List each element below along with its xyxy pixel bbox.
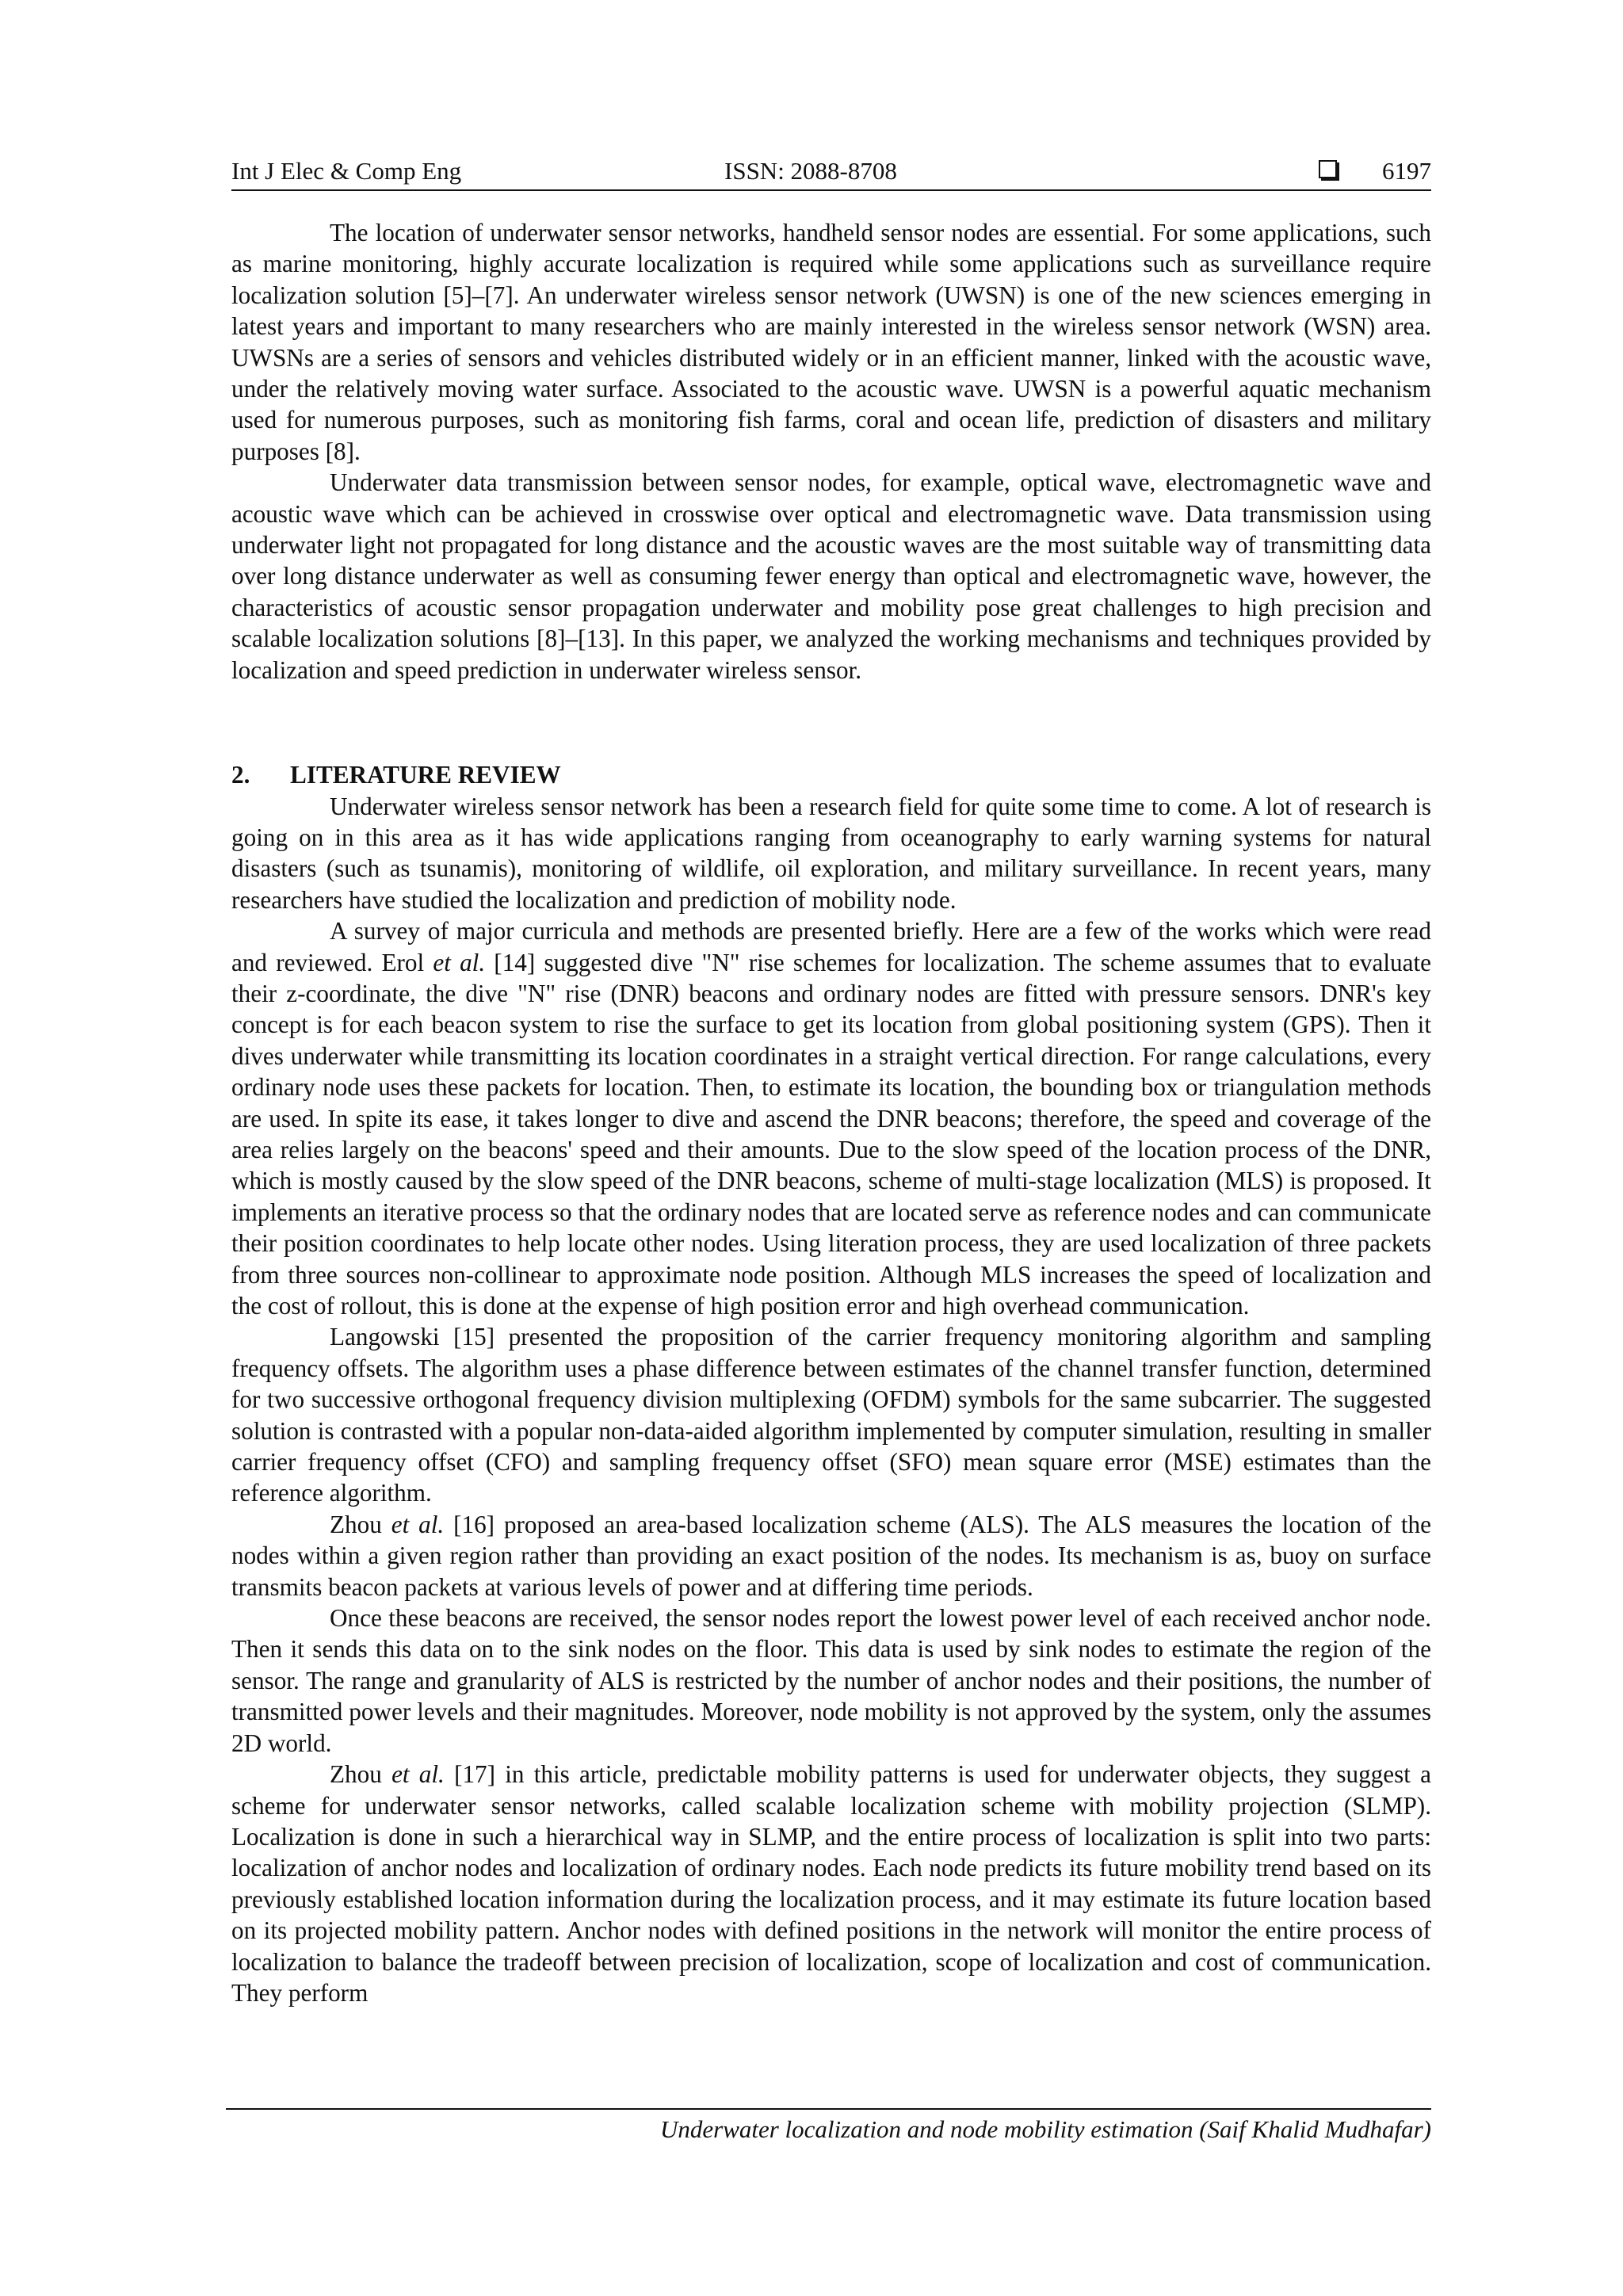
paragraph-review-3: Langowski [15] presented the proposition of the carrier frequency monitoring algorithm and sampling frequency offsets. The algorithm uses a phase difference between estimates of the channel transfer function, determined for two successive orthogonal frequency division multiplexing (OFDM) symbols for the same subcarrier. The suggested solution is contrasted with a popular non-data-aided algorithm implemented by computer simulation, resulting in smaller carrier frequency offset (CFO) and sampling frequency offset (SFO) mean square error (MSE) estimates than the reference algorithm. [231,1323,1431,1507]
page-header [231,155,1431,190]
et-al-italic: et al. [391,1510,445,1538]
main-text [231,217,1431,2008]
paragraph-review-1: Underwater wireless sensor network has been a research field for quite some time to come. A lot of research is going on in this area as it has wide applications ranging from oceanography to early warning systems for natural disasters (such as tsunamis), monitoring of wildlife, oil exploration, and military surveillance. In recent years, many researchers have studied the localization and prediction of mobility node. [231,792,1431,914]
et-al-italic: et al. [391,1760,445,1789]
section-number: 2. [231,761,250,789]
text-run: [17] in this article, predictable mobility patterns is used for underwater objects, they suggest a scheme for underwater sensor networks, called scalable localization scheme with mobility projection (SLMP). Localization is done in such a hierarchical way in SLMP, and the entire process of localization is split into two parts: localization of anchor nodes and localization of ordinary nodes. Each node predicts its future mobility trend based on its previously established location information during the localization process, and it may estimate its future location based on its projected mobility pattern. Anchor nodes with defined positions in the network will monitor the entire process of localization to balance the tradeoff between precision of localization, scope of localization and cost of communication. They perform [231,1760,1431,2007]
header-divider [231,189,1431,191]
paragraph-review-5: Once these beacons are received, the sensor nodes report the lowest power level of each received anchor node. Then it sends this data on to the sink nodes on the floor. This data is used by sink nodes to estimate the region of the sensor. The range and granularity of ALS is restricted by the number of anchor nodes and their positions, the number of transmitted power levels and their magnitudes. Moreover, node mobility is not approved by the system, only the assumes 2D world. [231,1604,1431,1757]
text-run: [16] proposed an area-based localization scheme (ALS). The ALS measures the location of the nodes within a given region rather than providing an exact position of the nodes. Its mechanism is as, buoy on surface transmits beacon packets at various levels of power and at differing time periods. [231,1510,1431,1601]
paragraph-review-4 [231,1509,1431,1603]
paragraph-review-6 [231,1759,1431,2008]
text-run: Zhou [330,1760,392,1789]
running-footer: Underwater localization and node mobility estimation (Saif Khalid Mudhafar) [659,2115,1431,2143]
text-run: [14] suggested dive "N" rise schemes for localization. The scheme assumes that to evaluate their z-coordinate, the dive "N" rise (DNR) beacons and ordinary nodes are fitted with pressure sensors. DNR's key concept is for each beacon system to rise the surface to get its location from global positioning system (GPS). Then it dives underwater while transmitting its location coordinates in a straight vertical direction. For range calculations, every ordinary node uses these packets for location. Then, to estimate its location, the bounding box or triangulation methods are used. In spite its ease, it takes longer to dive and ascend the DNR beacons; therefore, the speed and coverage of the area relies largely on the beacons' speed and their amounts. Due to the slow speed of the location process of the DNR, which is mostly caused by the slow speed of the DNR beacons, scheme of multi-stage localization (MLS) is proposed. It implements an iterative process so that the ordinary nodes that are located serve as reference nodes and can communicate their position coordinates to help locate other nodes. Using literation process, they are used localization of three packets from three sources non-collinear to approximate node position. Although MLS increases the speed of localization and the cost of rollout, this is done at the expense of high position error and high overhead communication. [231,948,1431,1320]
text-run: Zhou [330,1510,391,1538]
paragraph-intro-2: Underwater data transmission between sensor nodes, for example, optical wave, electromagnetic wave and acoustic wave which can be achieved in crosswise over optical and electromagnetic wave. Data transmission using underwater light not propagated for long distance and the acoustic waves are the most suitable way of transmitting data over long distance underwater as well as consuming fewer energy than optical and electromagnetic wave, however, the characteristics of acoustic sensor propagation underwater and mobility pose great challenges to high precision and scalable localization solutions [8]–[13]. In this paper, we analyzed the working mechanisms and techniques provided by localization and speed prediction in underwater wireless sensor. [231,468,1431,684]
section-heading [231,759,1431,790]
section-title: LITERATURE REVIEW [290,761,561,789]
journal-name: Int J Elec & Comp Eng [231,157,462,185]
et-al-italic: et al. [433,948,486,976]
page-number: 6197 [1382,157,1431,185]
paragraph-intro-1: The location of underwater sensor networks, handheld sensor nodes are essential. For some applications, such as marine monitoring, highly accurate localization is required while some applications such as surveillance require localization solution [5]–[7]. An underwater wireless sensor network (UWSN) is one of the new sciences emerging in latest years and important to many researchers who are mainly interested in the wireless sensor network (WSN) area. UWSNs are a series of sensors and vehicles distributed widely or in an efficient manner, linked with the acoustic wave, under the relatively moving water surface. Associated to the acoustic wave. UWSN is a powerful aquatic mechanism used for numerous purposes, such as monitoring fish farms, coral and ocean life, prediction of disasters and military purposes [8]. [231,219,1431,465]
issn-label: ISSN: 2088-8708 [724,157,897,185]
text-run: A survey of major curricula and methods are presented briefly. Here are a few of the works which were read and reviewed. Erol [231,917,1431,976]
footer-divider [226,2108,1431,2110]
square-bullet-icon [1319,160,1337,178]
paragraph-review-2 [231,915,1431,1321]
